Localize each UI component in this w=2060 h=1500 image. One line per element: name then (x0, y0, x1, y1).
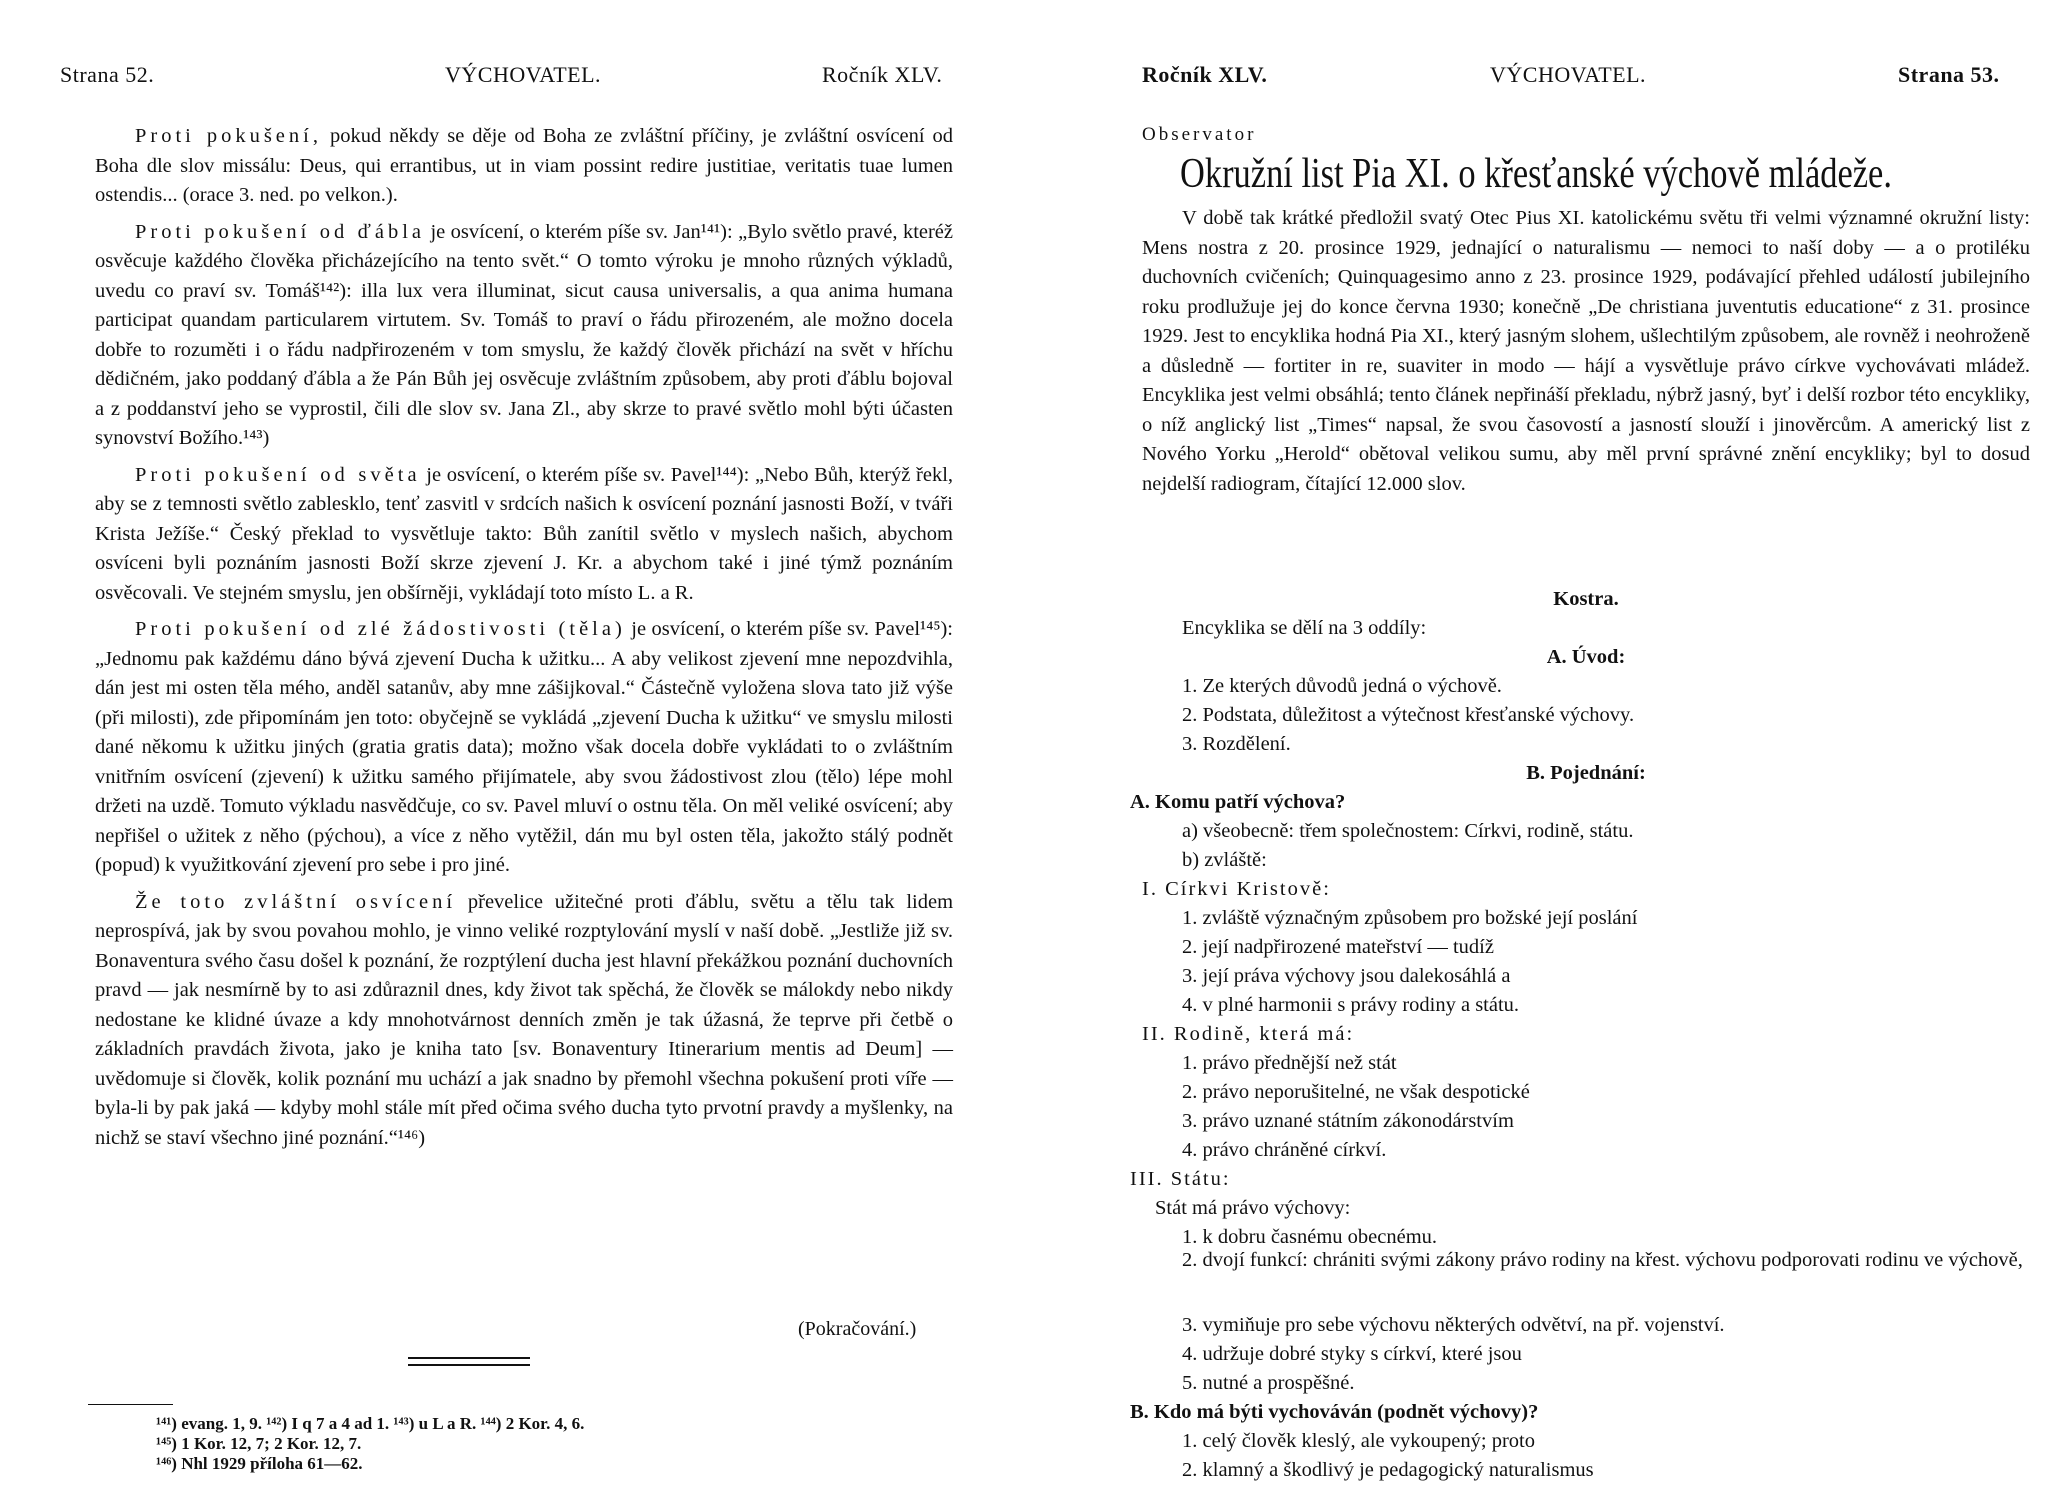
state-lead: Stát má právo výchovy: (1155, 1197, 1351, 1219)
footnote-line: ¹⁴⁵) 1 Kor. 12, 7; 2 Kor. 12, 7. (156, 1434, 362, 1453)
list-item: 1. právo přednější než stát (1182, 1052, 1397, 1074)
page-header-volume: Ročník XLV. (1142, 62, 1268, 87)
question-b: B. Kdo má býti vychováván (podnět výchovy)? (1130, 1401, 1539, 1423)
page-header-volume: Ročník XLV. (822, 62, 943, 87)
list-item: 3. její práva výchovy jsou dalekosáhlá a (1182, 965, 1511, 987)
subsection-church: I. Církvi Kristově: (1142, 878, 1331, 900)
paragraph-text: pokud někdy se děje od Boha ze zvláštní příčiny, je zvláštní osvícení od Boha dle slov missálu: Deus, qui errantibus, ut in viam possint redire justitiae, veritatis tuae lumen ostendis... (orace 3. ned. po velkon.). (95, 125, 953, 206)
section-a-heading: A. Úvod: (1546, 646, 1626, 668)
list-item: 3. Rozdělení. (1182, 733, 1291, 755)
paragraph (95, 461, 953, 609)
continued-note: (Pokračování.) (798, 1318, 917, 1340)
paragraph (95, 888, 953, 1154)
paragraph-lead: Proti pokušení, (135, 125, 322, 147)
paragraph-text: je osvícení, o kterém píše sv. Pavel¹⁴⁴): „Nebo Bůh, kterýž řekl, aby se z temnosti světlo zablesklo, tenť zasvitl v srdcích našich k osvícení poznání jasnosti Boží, v tváři Krista Ježíše.“ Český překlad to vysvětluje takto: Bůh zanítil světlo v myslech našich, abychom osvíceni byli poznáním jasnosti Boží skrze zjevení J. Kr. a abychom také i jiné týmž poznáním osvěcovali. Ve stejném smyslu, jen obšírněji, vykládají toto místo L. a R. (95, 463, 954, 604)
paragraph-text: převelice užitečné proti ďáblu, světu a tělu tak lidem neprospívá, jak by svou povahou mohlo, je vinno veliké rozptylování myslí v naší době. „Jestliže již sv. Bonaventura svého času došel k poznání, že rozptýlení ducha jest hlavní překážkou poznání duchovních pravd — jak nesmírně by to asi zdůraznil dnes, kdy život tak spěchá, že člověk se málokdy nebo nikdy nedostane ke klidné úvaze a kdy mnohotvárnost denních změn je tak úžasná, že teprve při četbě o základních pravdách života, jako je kniha tato [sv. Bonaventury Itinerarium mentis ad Deum] — uvědomuje si člověk, kolik poznání mu uchází a jak snadno by přemohl všechna pokušení proti víře — byla-li by pak jaká — kdyby mohl stále mít před očima svého ducha tyto prvotní pravdy a myšlenky, na nichž se staví všechno jiné poznání.“¹⁴⁶) (95, 890, 954, 1149)
list-item: 5. nutné a prospěšné. (1182, 1372, 1355, 1394)
section-b-heading: B. Pojednání: (1526, 762, 1646, 784)
list-item: 4. udržuje dobré styky s církví, které jsou (1182, 1343, 1522, 1365)
list-item-wrapped (1182, 1246, 2030, 1283)
divider-rule (408, 1364, 530, 1366)
paragraph (95, 218, 953, 454)
subsection-family: II. Rodině, která má: (1142, 1023, 1355, 1045)
rubric: Observator (1142, 124, 1257, 145)
footnote-line: ¹⁴⁶) Nhl 1929 příloha 61—62. (156, 1454, 363, 1473)
list-item: 2. právo neporušitelné, ne však despotické (1182, 1081, 1530, 1103)
page-header-journal: VÝCHOVATEL. (1490, 62, 1647, 87)
question-a: A. Komu patří výchova? (1130, 791, 1346, 813)
outline-heading: Kostra. (1553, 588, 1619, 610)
paragraph-text: je osvícení, o kterém píše sv. Jan¹⁴¹): „Bylo světlo pravé, kteréž osvěcuje každého člověka přicházejícího na tento svět.“ O tomto výroku je mnoho různých výkladů, uvedu co praví sv. Tomáš¹⁴²): illa lux vera illuminat, sicut causa universalis, a qua anima humana participat quandam particularem virtutem. Sv. Tomáš to praví o řádu přirozeném, ale možno docela dobře to rozuměti i o řádu nadpřirozeném v tom smyslu, že každý člověk přichází na svět v hříchu dědičném, jako poddaný ďábla a že Pán Bůh jej osvěcuje zvláštním způsobem, aby proti ďáblu bojoval a z poddanství jeho se vyprostil, čili dle slov sv. Jana Zl., aby skrze to pravé světlo mohl býti účasten synovství Božího.¹⁴³) (95, 220, 954, 449)
page-header-journal: VÝCHOVATEL. (445, 62, 602, 87)
paragraph-lead: Že toto zvláštní osvícení (135, 890, 457, 913)
divider-rule (408, 1357, 530, 1359)
list-item: b) zvláště: (1182, 849, 1267, 871)
paragraph-lead: Proti pokušení od ďábla (135, 220, 426, 243)
article-intro (1142, 204, 2030, 506)
paragraph-text: je osvícení, o kterém píše sv. Pavel¹⁴⁵): „Jednomu pak každému dáno bývá zjevení Ducha k užitku... A aby velikost zjevení mne nepozdvihla, dán jest mi osten těla mého, anděl satanův, aby mne zášijkoval.“ Částečně vyložena slova tato již výše (při milosti), zde připomínám jen toto: obyčejně se vykládá „zjevení Ducha k užitku“ ve smyslu milosti dané někomu k užitku jiných (gratia gratis data); možno však docela dobře vykládati to o zvláštním vnitřním osvícení (zjevení) k užitku samého přijímatele, aby svou žádostivost zlou (tělo) lépe mohl držeti na uzdě. Tomuto výkladu nasvědčuje, co sv. Pavel mluví o ostnu těla. On měl veliké osvícení; aby nepřišel o užitek z něho (pýchou), a více z něho vytěžil, dán mu byl osten těla, jakožto stálý podnět (popud) k využitkování zjevení pro sebe i pro jiné. (95, 618, 954, 876)
right-page (1030, 0, 2060, 1500)
paragraph-lead: Proti pokušení od zlé žádostivosti (těla) (135, 618, 626, 640)
paragraph (95, 615, 953, 881)
paragraph (95, 122, 953, 211)
article-title: Okružní list Pia XI. o křesťanské výchově mládeže. (1180, 151, 1892, 197)
paragraph-lead: Proti pokušení od světa (135, 463, 421, 486)
footnote-rule (88, 1404, 173, 1405)
list-item: 4. v plné harmonii s právy rodiny a státu. (1182, 994, 1520, 1016)
outline-lead: Encyklika se dělí na 3 oddíly: (1182, 617, 1427, 639)
list-item: a) všeobecně: třem společnostem: Církvi, rodině, státu. (1182, 820, 1634, 842)
footnote-line: ¹⁴¹) evang. 1, 9. ¹⁴²) I q 7 a 4 ad 1. ¹⁴³) u L a R. ¹⁴⁴) 2 Kor. 4, 6. (156, 1414, 585, 1433)
paragraph: V době tak krátké předložil svatý Otec Pius XI. katolickému světu tři velmi významné okružní listy: Mens nostra z 20. prosince 1929, jednající o naturalismu — nemoci to naší doby — a o protiléku duchovních cvičeních; Quinquagesimo anno z 23. prosince 1929, podávající přehled událostí jubilejního roku prodlužuje jej do konce června 1930; konečně „De christiana juventutis educatione“ z 31. prosince 1929. Jest to encyklika hodná Pia XI., který jasným slohem, ušlechtilým způsobem, ale rovněž i neohroženě a důsledně — fortiter in re, suaviter in modo — hájí a vysvětluje právo církve vychovávati mládež. Encyklika jest velmi obsáhlá; tento článek nepřináší překladu, nýbrž jasný, byť i delší rozbor této encykliky, o níž anglický list „Times“ napsal, že svou časovostí a jasností slouží i jinověrcům. A americký list z Nového Yorku „Herold“ obětoval velikou sumu, aby měl první správné znění encykliky; byl to dosud nejdelší radiogram, čítající 12.000 slov. (1142, 207, 2030, 495)
list-item: 1. k dobru časnému obecnému. (1182, 1226, 1438, 1248)
list-item: 4. právo chráněné církví. (1182, 1139, 1387, 1161)
list-item: 1. Ze kterých důvodů jedná o výchově. (1182, 675, 1502, 697)
page-header-left: Strana 52. (60, 62, 155, 87)
list-item: 1. zvláště význačným způsobem pro božské její poslání (1182, 907, 1638, 929)
list-item: 2. dvojí funkcí: chrániti svými zákony právo rodiny na křest. výchovu podporovati rodinu ve výchově, (1182, 1249, 2023, 1271)
list-item: 2. Podstata, důležitost a výtečnost křesťanské výchovy. (1182, 704, 1635, 726)
list-item: 2. klamný a škodlivý je pedagogický naturalismus (1182, 1459, 1594, 1481)
list-item: 3. vymiňuje pro sebe výchovu některých odvětví, na př. vojenství. (1182, 1314, 1725, 1336)
page-header-page-number: Strana 53. (1898, 62, 2000, 87)
subsection-state: III. Státu: (1130, 1168, 1231, 1190)
list-item: 1. celý člověk kleslý, ale vykoupený; proto (1182, 1430, 1535, 1452)
list-item: 2. její nadpřirozené mateřství — tudíž (1182, 936, 1494, 958)
list-item: 3. právo uznané státním zákonodárstvím (1182, 1110, 1514, 1132)
left-body (95, 122, 953, 1160)
